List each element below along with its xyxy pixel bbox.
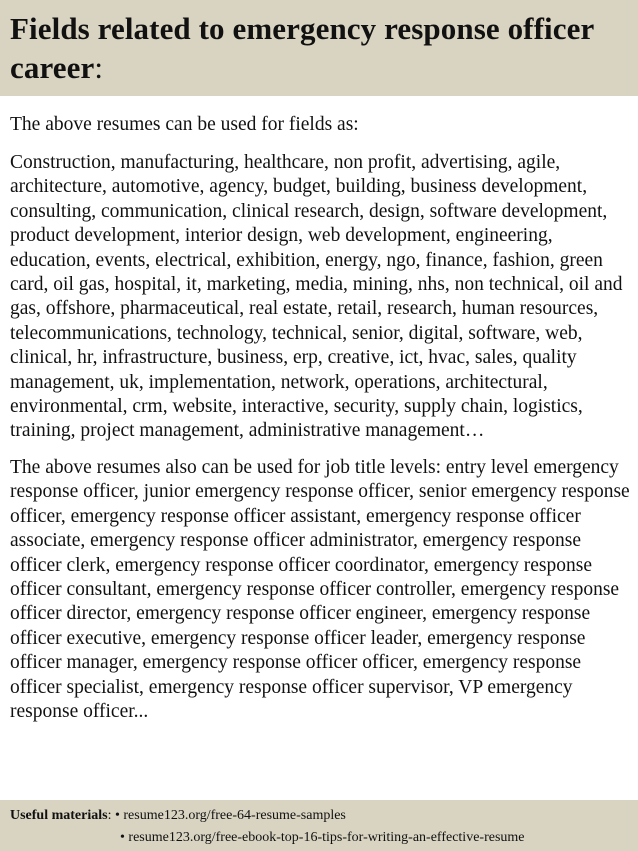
page-title-text: Fields related to emergency response officer career	[10, 11, 594, 85]
resume-ebook-link[interactable]: • resume123.org/free-ebook-top-16-tips-for-writing-an-effective-resume	[120, 830, 525, 845]
page-title	[10, 9, 628, 87]
useful-materials-colon: :	[107, 808, 112, 823]
main-content	[0, 96, 638, 801]
job-levels-text: The above resumes also can be used for job title levels: entry level emergency response officer, junior emergency response officer, senior emergency response officer, emergency response officer assistant, emergency response officer associate, emergency response officer administrator, emergency response officer clerk, emergency response officer coordinator, emergency response officer consultant, emergency response officer controller, emergency response officer director, emergency response officer engineer, emergency response officer executive, emergency response officer leader, emergency response officer manager, emergency response officer officer, emergency response officer specialist, emergency response officer supervisor, VP emergency response officer...	[10, 456, 630, 722]
useful-materials-label: Useful materials	[10, 808, 108, 823]
resume-samples-link[interactable]: • resume123.org/free-64-resume-samples	[114, 808, 346, 823]
page-header	[0, 0, 638, 96]
fields-intro: The above resumes can be used for fields as:	[10, 114, 359, 135]
fields-list: Construction, manufacturing, healthcare, non profit, advertising, agile, architecture, automotive, agency, budget, building, business development, consulting, communication, clinical research, design, software development, product development, interior design, web development, engineering, education, events, electrical, exhibition, energy, ngo, finance, fashion, green card, oil gas, hospital, it, marketing, media, mining, nhs, non technical, oil and gas, offshore, pharmaceutical, real estate, retail, research, human resources, telecommunications, technology, technical, senior, digital, software, web, clinical, hr, infrastructure, business, erp, creative, ict, hvac, sales, quality management, uk, implementation, network, operations, architectural, environmental, crm, website, interactive, security, supply chain, logistics, training, project management, administrative management…	[10, 152, 623, 442]
page-title-colon: :	[94, 50, 104, 85]
footer-row-1	[10, 805, 638, 827]
useful-materials-footer	[0, 800, 638, 851]
footer-row-2	[10, 827, 638, 849]
